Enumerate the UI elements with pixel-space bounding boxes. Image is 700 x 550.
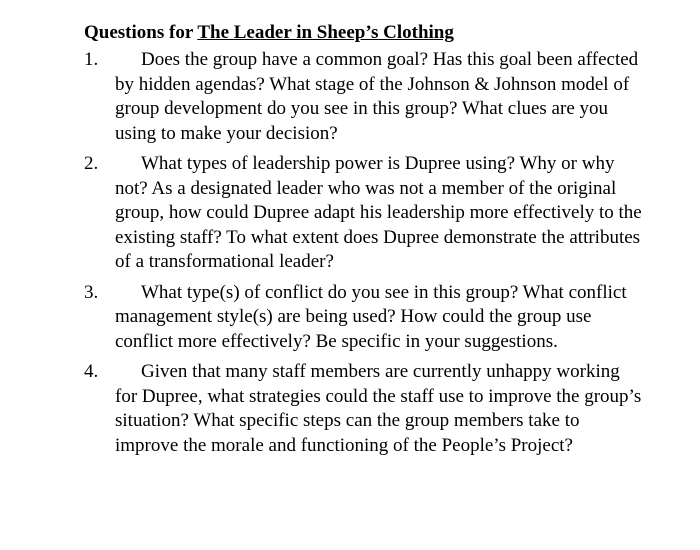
question-number: 3. bbox=[84, 281, 99, 303]
question-number: 4. bbox=[84, 361, 99, 382]
question-text: Does the group have a common goal? Has this goal been affected by hidden agendas? What stage of the Johnson & Johnson model of group development do you see in this group? What clues are you using to make your decision? bbox=[115, 49, 639, 144]
question-text: What types of leadership power is Dupree using? Why or why not? As a designated leader who was not a member of the original group, how could Dupree adapt his leadership more effectively to the existing staff? To what extent does Dupree demonstrate the attributes of a transformational leader? bbox=[115, 153, 642, 272]
question-item bbox=[84, 360, 644, 458]
question-item bbox=[84, 152, 644, 275]
document-page bbox=[84, 20, 644, 464]
title-prefix: Questions for bbox=[84, 22, 198, 43]
question-item bbox=[84, 281, 644, 355]
page-title bbox=[84, 20, 644, 46]
question-number: 1. bbox=[84, 49, 99, 70]
question-text: Given that many staff members are currently unhappy working for Dupree, what strategies could the staff use to improve the group’s situation? What specific steps can the group members take to improve the morale and functioning of the People’s Project? bbox=[115, 361, 642, 456]
question-list bbox=[84, 48, 644, 458]
question-number: 2. bbox=[84, 153, 99, 174]
question-item bbox=[84, 48, 644, 146]
question-text: What type(s) of conflict do you see in this group? What conflict management style(s) are being used? How could the group use conflict more effectively? Be specific in your suggestions. bbox=[115, 281, 627, 352]
book-title: The Leader in Sheep’s Clothing bbox=[197, 22, 454, 43]
